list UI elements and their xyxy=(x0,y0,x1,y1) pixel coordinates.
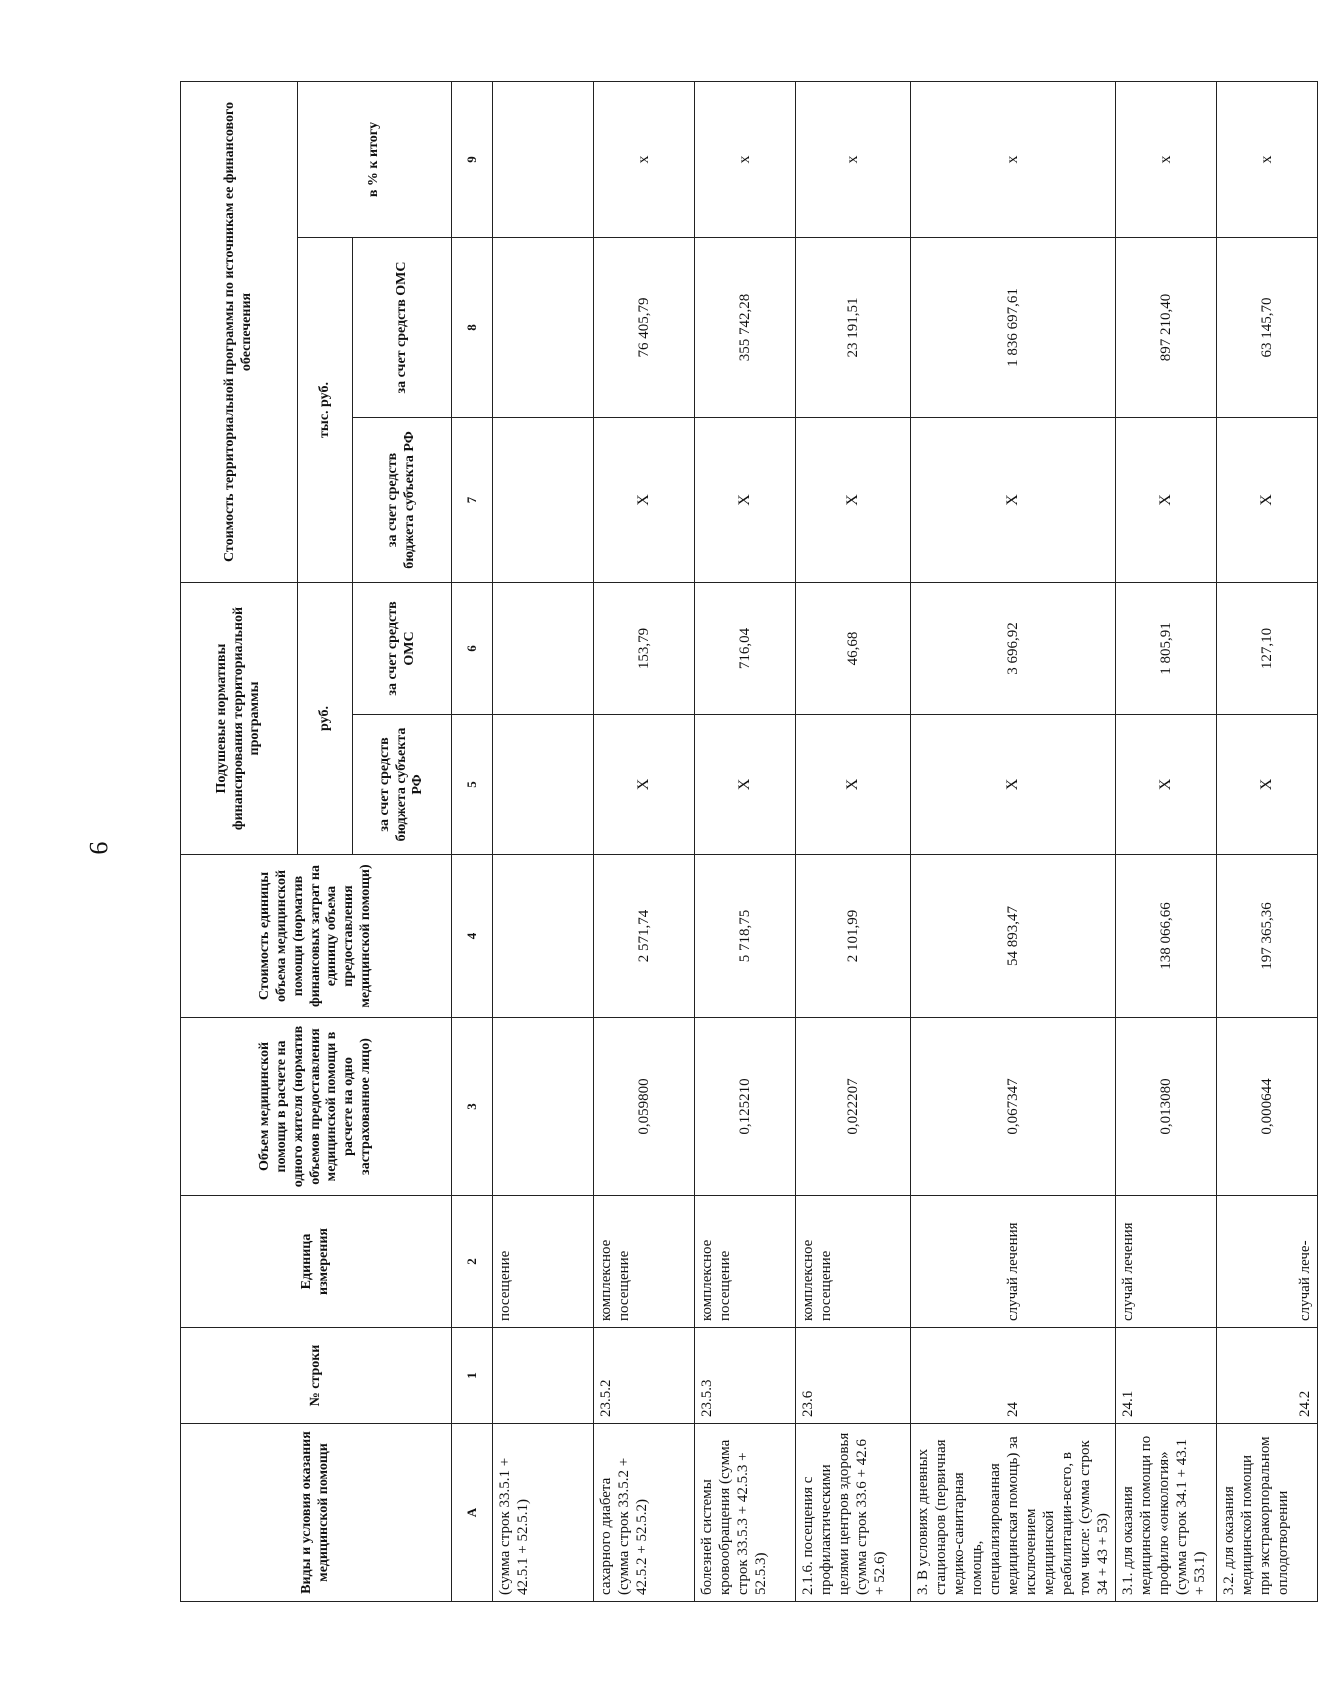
row-volume xyxy=(493,1018,594,1196)
row-percent: х xyxy=(695,81,796,237)
row-number: 23.5.3 xyxy=(695,1328,796,1424)
row-unit-cost xyxy=(493,855,594,1018)
header-col-5: за счет средств бюджета субъекта РФ xyxy=(353,715,452,855)
column-number: А xyxy=(452,1424,493,1602)
row-percent: х xyxy=(1116,81,1217,237)
column-numbers-row xyxy=(452,81,493,1601)
row-unit-cost: 2 101,99 xyxy=(796,855,911,1018)
row-cost-budget: Х xyxy=(1116,418,1217,583)
row-volume: 0,013080 xyxy=(1116,1018,1217,1196)
column-number: 2 xyxy=(452,1196,493,1328)
row-unit: случай лечения xyxy=(911,1196,1116,1328)
row-unit-cost: 5 718,75 xyxy=(695,855,796,1018)
header-col-3: Объем медицинской помощи в расчете на одного жителя (норматив объемов предоставления медицинской помощи в расчете на одно застрахованное лицо) xyxy=(181,1018,452,1196)
row-name: 3.2. для оказания медицинской помощи при экстракорпоральном оплодотворении xyxy=(1217,1424,1318,1602)
row-percent: х xyxy=(1217,81,1318,237)
row-percent: х xyxy=(911,81,1116,237)
row-percent: х xyxy=(796,81,911,237)
column-number: 1 xyxy=(452,1328,493,1424)
header-group-norm: Подушевые нормативы финансирования территориальной программы xyxy=(181,583,298,855)
row-unit-cost: 197 365,36 xyxy=(1217,855,1318,1018)
row-number: 24.2 xyxy=(1217,1328,1318,1424)
row-unit: случай лече- xyxy=(1217,1196,1318,1328)
page-number: 9 xyxy=(84,841,113,855)
row-norm-budget: Х xyxy=(594,715,695,855)
row-cost-budget: Х xyxy=(796,418,911,583)
row-name: (сумма строк 33.5.1 + 42.5.1 + 52.5.1) xyxy=(493,1424,594,1602)
row-unit: случай лечения xyxy=(1116,1196,1217,1328)
header-col-8: за счет средств ОМС xyxy=(353,238,452,418)
column-number: 3 xyxy=(452,1018,493,1196)
row-name: 3.1. для оказания медицинской помощи по профилю «онкология» (сумма строк 34.1 + 43.1 + 53.1) xyxy=(1116,1424,1217,1602)
row-norm-budget: Х xyxy=(911,715,1116,855)
row-number: 23.5.2 xyxy=(594,1328,695,1424)
header-col-7: за счет средств бюджета субъекта РФ xyxy=(353,418,452,583)
row-unit: комплексное посещение xyxy=(695,1196,796,1328)
row-volume: 0,059800 xyxy=(594,1018,695,1196)
row-volume: 0,125210 xyxy=(695,1018,796,1196)
row-unit: посещение xyxy=(493,1196,594,1328)
row-norm-budget: Х xyxy=(1116,715,1217,855)
row-unit: комплексное посещение xyxy=(594,1196,695,1328)
row-cost-oms xyxy=(493,238,594,418)
row-norm-oms xyxy=(493,583,594,715)
row-norm-oms: 1 805,91 xyxy=(1116,583,1217,715)
row-norm-budget: Х xyxy=(796,715,911,855)
table-row xyxy=(911,81,1116,1601)
row-norm-oms: 127,10 xyxy=(1217,583,1318,715)
row-cost-oms: 897 210,40 xyxy=(1116,238,1217,418)
table-row xyxy=(1116,81,1217,1601)
row-norm-oms: 3 696,92 xyxy=(911,583,1116,715)
header-col-4: Стоимость единицы объема медицинской помощи (норматив финансовых затрат на единицу объема предоставления медицинской помощи) xyxy=(181,855,452,1018)
row-norm-oms: 46,68 xyxy=(796,583,911,715)
row-cost-budget: Х xyxy=(695,418,796,583)
header-col-2: Единица измерения xyxy=(181,1196,452,1328)
row-norm-oms: 716,04 xyxy=(695,583,796,715)
row-cost-oms: 1 836 697,61 xyxy=(911,238,1116,418)
row-unit-cost: 138 066,66 xyxy=(1116,855,1217,1018)
row-percent xyxy=(493,81,594,237)
row-cost-oms: 63 145,70 xyxy=(1217,238,1318,418)
row-unit-cost: 2 571,74 xyxy=(594,855,695,1018)
row-cost-budget: Х xyxy=(594,418,695,583)
header-col-6: за счет средств ОМС xyxy=(353,583,452,715)
column-number: 7 xyxy=(452,418,493,583)
table-row xyxy=(1217,81,1318,1601)
row-cost-oms: 355 742,28 xyxy=(695,238,796,418)
column-number: 5 xyxy=(452,715,493,855)
header-col-a: Виды и условия оказания медицинской помощи xyxy=(181,1424,452,1602)
row-norm-budget: Х xyxy=(695,715,796,855)
row-cost-budget: Х xyxy=(1217,418,1318,583)
row-number: 24.1 xyxy=(1116,1328,1217,1424)
row-norm-budget: Х xyxy=(1217,715,1318,855)
header-col-9: в % к итогу xyxy=(298,81,452,237)
row-percent: х xyxy=(594,81,695,237)
row-cost-budget: Х xyxy=(911,418,1116,583)
row-volume: 0,022207 xyxy=(796,1018,911,1196)
table-row xyxy=(695,81,796,1601)
header-col-1: № строки xyxy=(181,1328,452,1424)
row-volume: 0,000644 xyxy=(1217,1018,1318,1196)
table-row xyxy=(796,81,911,1601)
row-number xyxy=(493,1328,594,1424)
row-cost-budget xyxy=(493,418,594,583)
column-number: 9 xyxy=(452,81,493,237)
table-row xyxy=(493,81,594,1601)
row-cost-oms: 76 405,79 xyxy=(594,238,695,418)
header-group-cost-unit: тыс. руб. xyxy=(298,238,353,583)
header-group-norm-unit: руб. xyxy=(298,583,353,855)
financing-table xyxy=(180,81,1318,1602)
row-norm-budget xyxy=(493,715,594,855)
header-group-cost: Стоимость территориальной программы по источникам ее финансового обеспечения xyxy=(181,81,298,582)
row-name: болезней системы кровообращения (сумма строк 33.5.3 + 42.5.3 + 52.5.3) xyxy=(695,1424,796,1602)
row-name: 2.1.6. посещения с профилактическими целями центров здоровья (сумма строк 33.6 + 42.6 + 52.6) xyxy=(796,1424,911,1602)
row-cost-oms: 23 191,51 xyxy=(796,238,911,418)
column-number: 8 xyxy=(452,238,493,418)
column-number: 6 xyxy=(452,583,493,715)
rotated-page-content xyxy=(180,82,1313,1602)
row-unit-cost: 54 893,47 xyxy=(911,855,1116,1018)
table-row xyxy=(594,81,695,1601)
row-volume: 0,067347 xyxy=(911,1018,1116,1196)
row-number: 23.6 xyxy=(796,1328,911,1424)
row-name: сахарного диабета (сумма строк 33.5.2 + 42.5.2 + 52.5.2) xyxy=(594,1424,695,1602)
row-norm-oms: 153,79 xyxy=(594,583,695,715)
row-name: 3. В условиях дневных стационаров (первичная медико-санитарная помощь, специализированная медицинская помощь) за исключением медицинской реабилитации-всего, в том числе: (сумма строк 34 + 43 + 53) xyxy=(911,1424,1116,1602)
row-unit: комплексное посещение xyxy=(796,1196,911,1328)
row-number: 24 xyxy=(911,1328,1116,1424)
column-number: 4 xyxy=(452,855,493,1018)
